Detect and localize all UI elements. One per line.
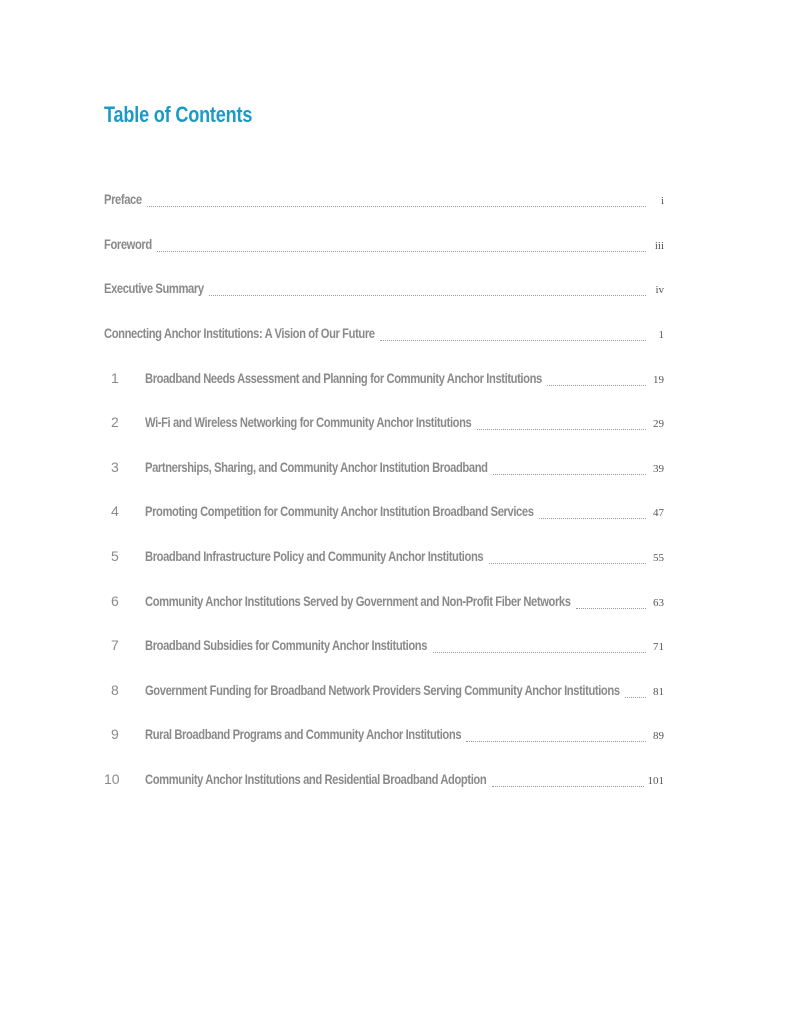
toc-entry-title: Community Anchor Institutions Served by Government and Non-Profit Fiber Networks: [145, 593, 571, 609]
toc-chapter-number: 2: [111, 414, 119, 430]
toc-chapter-number: 6: [111, 593, 119, 609]
toc-entry-title: Wi-Fi and Wireless Networking for Community Anchor Institutions: [145, 414, 472, 430]
toc-entry-chapter-5[interactable]: [104, 548, 664, 570]
dot-leader: [433, 651, 646, 653]
toc-entry-title: Rural Broadband Programs and Community Anchor Institutions: [145, 726, 461, 742]
dot-leader: [493, 473, 646, 475]
toc-entry-title: Partnerships, Sharing, and Community Anchor Institution Broadband: [145, 459, 488, 475]
toc-entry-title: Broadband Needs Assessment and Planning for Community Anchor Institutions: [145, 370, 542, 386]
toc-chapter-number: 7: [111, 637, 119, 653]
toc-entry-title: Community Anchor Institutions and Residential Broadband Adoption: [145, 771, 487, 787]
dot-leader: [576, 607, 646, 609]
toc-entry-page: 55: [653, 552, 664, 564]
toc-entry-title: Government Funding for Broadband Network Providers Serving Community Anchor Institutions: [145, 682, 620, 698]
page-title: Table of Contents: [104, 102, 253, 127]
toc-entry-chapter-8[interactable]: [104, 682, 664, 704]
toc-entry-page: iii: [654, 240, 664, 252]
dot-leader: [477, 428, 646, 430]
toc-entry-foreword[interactable]: [104, 236, 664, 258]
toc-entry-page: 19: [653, 374, 664, 386]
toc-entry-chapter-2[interactable]: [104, 414, 664, 436]
toc-entry-title: Promoting Competition for Community Anchor Institution Broadband Services: [145, 503, 534, 519]
toc-entry-executive-summary[interactable]: [104, 280, 664, 302]
toc-chapter-number: 5: [111, 548, 119, 564]
toc-entry-chapter-1[interactable]: [104, 370, 664, 392]
toc-entry-chapter-7[interactable]: [104, 637, 664, 659]
toc-entry-title: Executive Summary: [104, 280, 204, 296]
toc-entry-page: 1: [658, 329, 664, 341]
dot-leader: [489, 562, 646, 564]
toc-chapter-number: 4: [111, 503, 119, 519]
toc-entry-title: Broadband Infrastructure Policy and Community Anchor Institutions: [145, 548, 484, 564]
toc-entry-title: Preface: [104, 191, 142, 207]
toc-entry-preface[interactable]: [104, 191, 664, 213]
toc-entry-page: 71: [653, 641, 664, 653]
toc-entry-chapter-3[interactable]: [104, 459, 664, 481]
toc-entry-page: 39: [653, 463, 664, 475]
toc-entry-title: Foreword: [104, 236, 152, 252]
toc-entry-title: Broadband Subsidies for Community Anchor Institutions: [145, 637, 428, 653]
dot-leader: [625, 696, 646, 698]
dot-leader: [157, 250, 646, 252]
toc-chapter-number: 1: [111, 370, 119, 386]
toc-entry-page: 47: [653, 507, 664, 519]
dot-leader: [147, 205, 646, 207]
toc-chapter-number: 10: [104, 771, 120, 787]
toc-entry-page: iv: [655, 284, 664, 296]
toc-chapter-number: 8: [111, 682, 119, 698]
toc-entry-chapter-6[interactable]: [104, 593, 664, 615]
toc-entry-page: 89: [653, 730, 664, 742]
toc-entry-page: 101: [647, 775, 664, 787]
toc-entry-page: 81: [653, 686, 664, 698]
toc-entry-introduction[interactable]: [104, 325, 664, 347]
dot-leader: [380, 339, 646, 341]
toc-entry-chapter-4[interactable]: [104, 503, 664, 525]
dot-leader: [547, 384, 646, 386]
toc-entry-chapter-10[interactable]: [104, 771, 664, 793]
toc-chapter-number: 9: [111, 726, 119, 742]
toc-entry-chapter-9[interactable]: [104, 726, 664, 748]
dot-leader: [492, 785, 644, 787]
toc-chapter-number: 3: [111, 459, 119, 475]
toc-entry-page: i: [660, 195, 664, 207]
toc-entry-page: 63: [653, 597, 664, 609]
dot-leader: [466, 740, 646, 742]
toc-entry-title: Connecting Anchor Institutions: A Vision of Our Future: [104, 325, 375, 341]
dot-leader: [209, 294, 646, 296]
dot-leader: [539, 517, 646, 519]
toc-entry-page: 29: [653, 418, 664, 430]
